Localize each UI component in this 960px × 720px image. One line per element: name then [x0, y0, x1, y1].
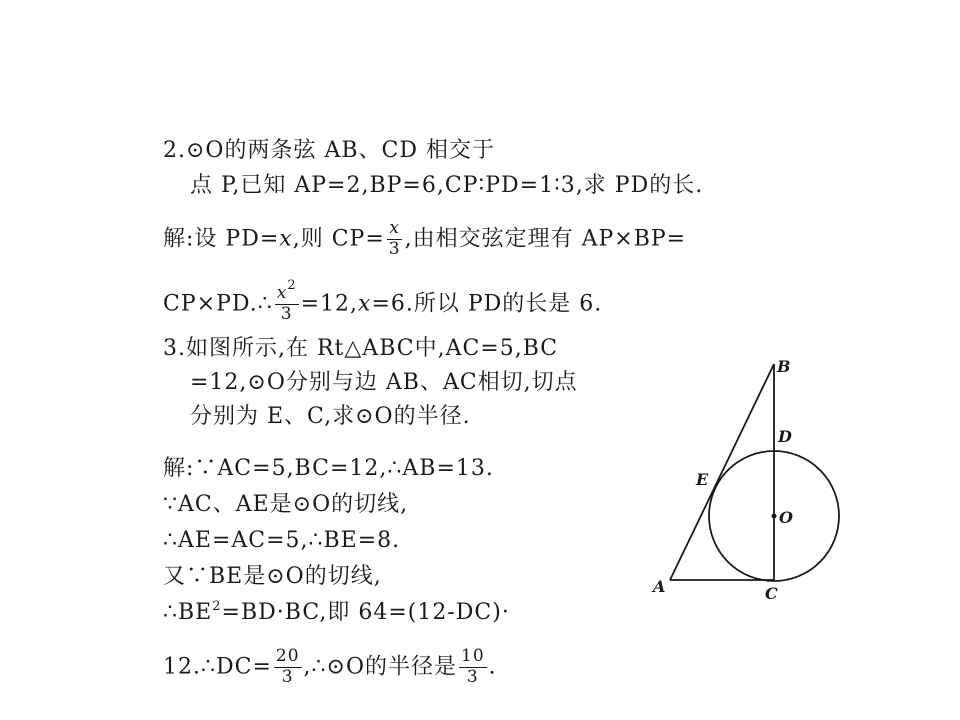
problem3-solution-line1: 解:∵AC=5,BC=12,∴AB=13.	[163, 456, 494, 481]
geometry-figure	[650, 350, 850, 610]
exponent: 2	[287, 278, 297, 293]
fraction-numerator: 10	[461, 646, 485, 666]
fraction-denominator: 3	[466, 666, 479, 687]
problem3-solution-line5	[163, 599, 510, 625]
solution-text: 12.∴DC=	[163, 654, 272, 680]
label-d: D	[778, 427, 792, 446]
solution-text: =6.所以 PD的长是 6.	[371, 291, 603, 317]
variable-x: x	[358, 291, 372, 317]
problem2-solution-line2	[163, 278, 603, 324]
problem3-line1: 3.如图所示,在 Rt△ABC中,AC=5,BC	[163, 336, 559, 361]
fraction-numerator: x	[389, 218, 400, 238]
solution-text: ,则 CP=	[292, 226, 385, 252]
solution-text: CP×PD.∴	[163, 291, 273, 317]
fraction-numerator: x	[276, 283, 288, 303]
problem2-solution-line1	[163, 220, 686, 259]
label-a: A	[653, 577, 666, 596]
problem3-solution-line4: 又∵BE是⊙O的切线,	[163, 564, 382, 589]
segment-ab	[670, 364, 774, 580]
solution-text: ∴BE	[163, 600, 213, 625]
solution-text: =BD·BC,即 64=(12-DC)·	[221, 600, 510, 625]
problem3-solution-line6	[163, 648, 497, 687]
solution-text: ,由相交弦定理有 AP×BP=	[404, 226, 687, 252]
fraction-numerator: 20	[275, 646, 300, 666]
fraction-x-over-3	[387, 220, 403, 259]
solution-text: 解:设 PD=	[163, 226, 280, 252]
problem3-solution-line3: ∴AE=AC=5,∴BE=8.	[163, 528, 401, 553]
label-c: C	[765, 584, 778, 603]
solution-text: .	[488, 654, 497, 680]
fraction-denominator: 3	[388, 238, 401, 259]
fraction-x-squared-over-3	[275, 278, 299, 324]
solution-text: ,∴⊙O的半径是	[303, 654, 457, 680]
variable-x: x	[279, 226, 293, 252]
label-e: E	[696, 470, 709, 489]
problem2-line1: 2.⊙O的两条弦 AB、CD 相交于	[163, 138, 495, 163]
center-point-o	[772, 514, 777, 519]
problem3-line3: 分别为 E、C,求⊙O的半径.	[190, 404, 471, 429]
exponent: 2	[212, 599, 222, 614]
fraction-denominator: 3	[281, 666, 294, 687]
label-o: O	[779, 508, 793, 527]
fraction-20-over-3	[274, 648, 302, 687]
problem3-solution-line2: ∵AC、AE是⊙O的切线,	[163, 492, 409, 517]
solution-text: =12,	[300, 291, 359, 317]
label-b: B	[777, 357, 791, 376]
fraction-10-over-3	[459, 648, 487, 687]
fraction-denominator: 3	[280, 303, 293, 324]
problem3-line2: =12,⊙O分别与边 AB、AC相切,切点	[190, 370, 578, 395]
problem2-line2: 点 P,已知 AP=2,BP=6,CP∶PD=1∶3,求 PD的长.	[190, 173, 704, 198]
